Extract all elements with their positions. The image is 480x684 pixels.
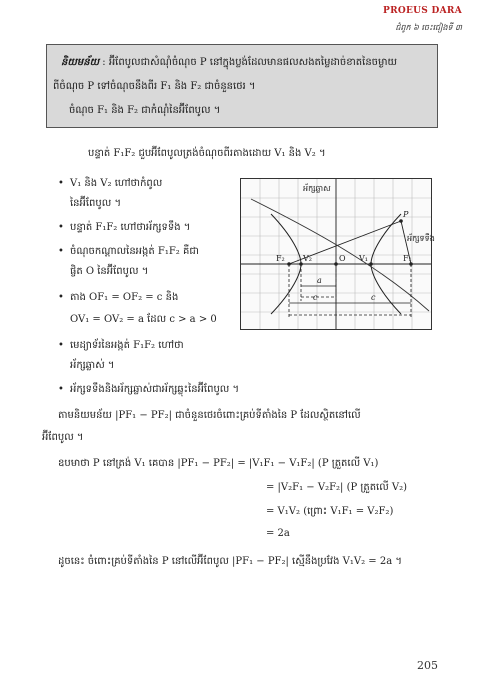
bullet-transverse-axis: • បន្ទាត់ F₁F₂ ហៅថាអ័ក្សទទឹង ។ [58,222,191,233]
definition-line-3: ចំណុច F₁ និង F₂ ជាកំណុំនៃអ៊ីពែបូល ។ [69,105,221,116]
label-c-left: c [313,293,318,302]
example-line-1: ឧបមាថា P នៅត្រង់ V₁ គេបាន |PF₁ − PF₂| = |V₁F₁ − V₁F₂| (P ត្រួតលើ V₁) [58,458,379,469]
definition-box [46,44,438,128]
conclusion-text: ដូចនេះ ចំពោះគ្រប់ទីតាំងនៃ P នៅលើអ៊ីពែបូល |PF₁ − PF₂| ស្មើនឹងប្រវែង V₁V₂ = 2a ។ [58,556,402,567]
vertex-v1-point [369,262,373,266]
example-line-3: = V₁V₂ (ព្រោះ V₁F₁ = V₂F₂) [266,506,394,517]
bullet-text: ចំណុចកណ្ដាលនៃអង្កត់ F₁F₂ គឺជា [70,246,199,257]
paragraph-line-2: អ៊ីពែបូល ។ [42,432,84,443]
bullet-vertices-cont: នៃអ៊ីពែបូល ។ [70,198,122,209]
chapter-heading: ជំពូក ៦ ចេះជៀងទី ៣ [395,23,462,32]
bullet-distances: • តាង OF₁ = OF₂ = c និង [58,292,179,303]
brand-name: PROEUS DARA [383,6,462,16]
label-p: P [403,210,409,219]
intro-text: បន្ទាត់ F₁F₂ ជួបអ៊ីពែបូលត្រង់ចំណុចពីរតាងដោយ V₁ និង V₂ ។ [88,148,326,159]
bullet-distances-cont: OV₁ = OV₂ = a ដែល c > a > 0 [70,314,217,325]
bullet-symmetry-axes: • អ័ក្សទទឹងនិងអ័ក្សឆ្លាស់ជាអ័ក្សឆ្លុះនៃអ៊ីពែបូល ។ [58,384,240,395]
definition-line-2: ពីចំណុច P ទៅចំណុចនឹងពីរ F₁ និង F₂ ជាចំនួនថេរ ។ [53,81,256,92]
bullet-conjugate-axis-cont: អ័ក្សឆ្លាស់ ។ [70,360,115,371]
page-number: 205 [417,659,438,672]
paragraph-line-1: តាមនិយមន័យ |PF₁ − PF₂| ជាចំនួនថេរចំពោះគ្រប់ទីតាំងនៃ P ដែលស្ថិតនៅលើ [58,410,361,421]
label-f2: F₂ [276,254,285,263]
definition-line-1 [61,55,397,70]
label-a: a [317,276,322,285]
bullet-text: V₁ និង V₂ ហៅថាកំពូល [70,178,163,189]
bullet-text: អ័ក្សទទឹងនិងអ័ក្សឆ្លាស់ជាអ័ក្សឆ្លុះនៃអ៊ីពែបូល ។ [70,384,240,395]
point-p [399,219,403,223]
bullet-center: • ចំណុចកណ្ដាលនៃអង្កត់ F₁F₂ គឺជា [58,246,199,257]
example-line-4: = 2a [266,528,290,539]
label-v1: V₁ [359,254,368,263]
label-f1: F₁ [403,254,412,263]
label-c-right: c [371,293,376,302]
label-conjugate-axis: អ័ក្សឆ្លាស [303,184,331,193]
definition-label: និយមន័យ [61,57,100,68]
label-transverse-axis: អ័ក្សទទឹង [407,234,435,243]
bullet-text: មេដ្យាទ័រនៃអង្កត់ F₁F₂ ហៅថា [70,340,184,351]
hyperbola-svg [241,179,435,329]
bullet-conjugate-axis: • មេដ្យាទ័រនៃអង្កត់ F₁F₂ ហៅថា [58,340,184,351]
bullet-text: តាង OF₁ = OF₂ = c និង [70,292,179,303]
bullet-vertices: • V₁ និង V₂ ហៅថាកំពូល [58,178,163,189]
definition-text-1: : អ៊ីពែបូលជាសំណុំចំណុច P នៅក្នុងប្លង់ដែលមានផលសងតម្លៃដាច់ខាតនៃចម្ងាយ [102,57,398,68]
label-o: O [339,254,346,263]
hyperbola-figure [240,178,435,330]
bullet-center-cont: ផ្ចិត O នៃអ៊ីពែបូល ។ [70,266,149,277]
example-line-2: = |V₂F₁ − V₂F₂| (P ត្រួតលើ V₂) [266,482,408,493]
label-v2: V₂ [303,254,312,263]
bullet-text: បន្ទាត់ F₁F₂ ហៅថាអ័ក្សទទឹង ។ [70,222,191,233]
